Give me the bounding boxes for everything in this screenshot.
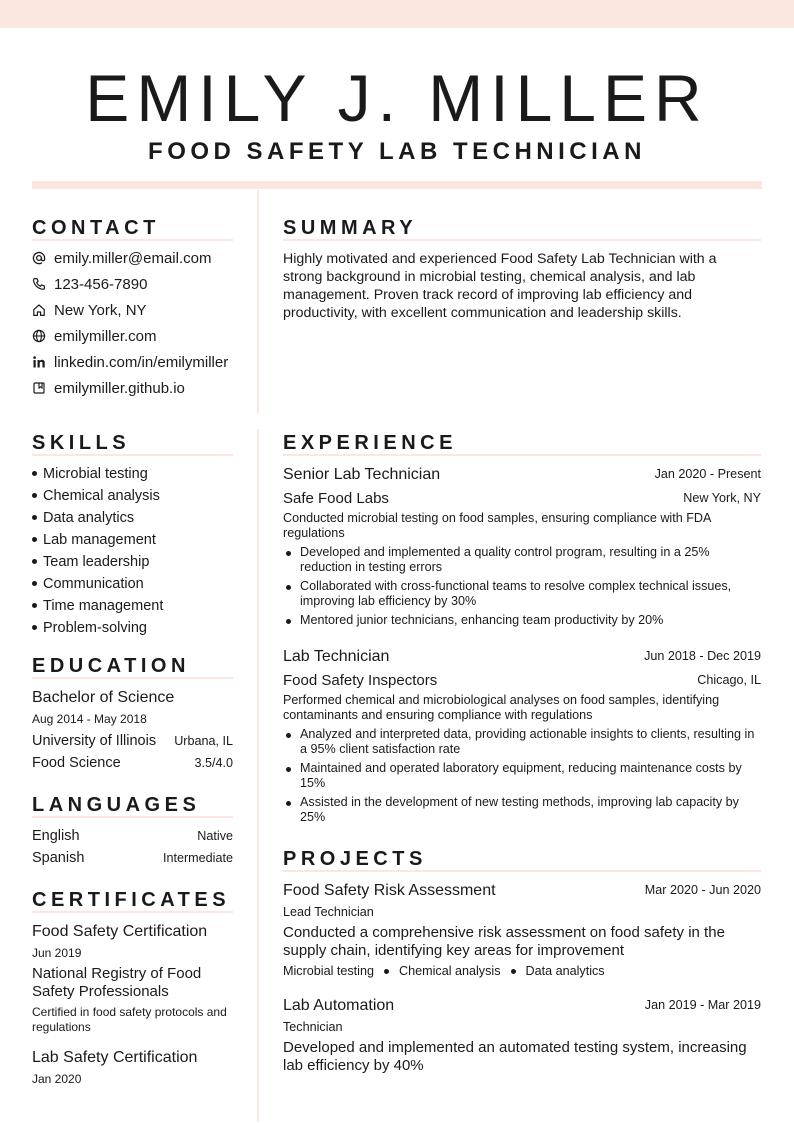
contact-location-text: New York, NY — [54, 301, 147, 319]
experience-rule — [283, 454, 761, 456]
project-description: Developed and implemented an automated testing system, increasing lab efficiency by 40% — [283, 1039, 747, 1074]
projects-rule — [283, 870, 761, 872]
certificate-name: National Registry of Food Safety Professionals — [32, 965, 202, 1000]
job-description: Performed chemical and microbiological analyses on food samples, identifying contaminants and ensuring compliance with regulations — [283, 693, 720, 722]
project-role: Lead Technician — [283, 905, 374, 919]
skill-item: Team leadership — [32, 553, 149, 571]
skill-item: Lab management — [32, 531, 156, 549]
contact-email-text: emily.miller@email.com — [54, 249, 212, 267]
skill-item: Problem-solving — [32, 619, 147, 637]
column-divider-bottom — [257, 429, 259, 1122]
certificate-name: Lab Safety Certification — [32, 1049, 198, 1066]
project-role: Technician — [283, 1020, 343, 1034]
job-bullet: Collaborated with cross-functional teams to resolve complex technical issues, improving lab efficiency by 30% — [283, 579, 761, 609]
project-tag: Microbial testing — [283, 964, 374, 978]
certificates-heading: CERTIFICATES — [32, 889, 231, 911]
top-accent-band — [0, 0, 794, 28]
job-company: Safe Food Labs — [283, 490, 389, 507]
languages-heading: LANGUAGES — [32, 794, 201, 816]
globe-icon — [32, 329, 46, 343]
project-tag: Data analytics — [525, 964, 605, 978]
certificates-rule — [32, 911, 233, 913]
project-description: Conducted a comprehensive risk assessment on food safety in the supply chain, identifying key areas for improvement — [283, 924, 725, 959]
skill-item: Microbial testing — [32, 465, 148, 483]
skill-item: Data analytics — [32, 509, 134, 527]
job-company: Food Safety Inspectors — [283, 672, 438, 689]
candidate-name: EMILY J. MILLER — [85, 61, 709, 135]
skills-heading: SKILLS — [32, 432, 131, 454]
languages-rule — [32, 816, 233, 818]
certificate-description: Certified in food safety protocols and regulations — [32, 1005, 227, 1034]
contact-website-text: emilymiller.com — [54, 327, 157, 345]
skill-item: Chemical analysis — [32, 487, 160, 505]
contact-linkedin[interactable] — [32, 352, 228, 372]
summary-text: Highly motivated and experienced Food Safety Lab Technician with a strong background in microbial testing, chemical analysis, and lab management. Proven track record of improving lab efficiency and productivity, with excellent communication and leadership skills. — [283, 251, 717, 321]
job-bullet: Assisted in the development of new testing methods, improving lab capacity by 25% — [283, 795, 761, 825]
column-divider-top — [257, 190, 259, 413]
project-name: Lab Automation — [283, 997, 395, 1014]
experience-heading: EXPERIENCE — [283, 432, 457, 454]
contact-location — [32, 300, 147, 320]
project-name: Food Safety Risk Assessment — [283, 882, 496, 899]
language-level: Native — [197, 829, 233, 843]
candidate-title: FOOD SAFETY LAB TECHNICIAN — [148, 138, 646, 165]
summary-heading: SUMMARY — [283, 217, 418, 239]
home-icon — [32, 303, 46, 317]
contact-heading: CONTACT — [32, 217, 160, 239]
job-location: New York, NY — [683, 491, 761, 505]
job-location: Chicago, IL — [697, 673, 761, 687]
education-heading: EDUCATION — [32, 655, 190, 677]
summary-rule — [283, 239, 761, 241]
job-bullet: Developed and implemented a quality control program, resulting in a 25% reduction in testing errors — [283, 545, 761, 575]
projects-heading: PROJECTS — [283, 848, 427, 870]
education-degree: Bachelor of Science — [32, 689, 175, 706]
project-tags — [283, 964, 605, 979]
contact-linkedin-text: linkedin.com/in/emilymiller — [54, 353, 229, 371]
contact-phone-text: 123-456-7890 — [54, 275, 148, 293]
contact-rule — [32, 239, 233, 241]
phone-icon — [32, 277, 46, 291]
project-tag: Chemical analysis — [399, 964, 501, 978]
skills-rule — [32, 454, 233, 456]
job-bullet: Analyzed and interpreted data, providing actionable insights to clients, resulting in a 95% client satisfaction rate — [283, 727, 761, 757]
skill-item: Time management — [32, 597, 163, 615]
project-dates: Mar 2020 - Jun 2020 — [644, 883, 761, 897]
education-field: Food Science — [32, 755, 121, 771]
skill-item: Communication — [32, 575, 144, 593]
education-rule — [32, 677, 233, 679]
language-level: Intermediate — [162, 851, 233, 865]
header-divider — [32, 181, 762, 189]
at-icon — [32, 251, 46, 265]
job-description: Conducted microbial testing on food samples, ensuring compliance with FDA regulations — [283, 511, 711, 540]
job-bullet: Maintained and operated laboratory equipment, reducing maintenance costs by 15% — [283, 761, 761, 791]
certificate-date: Jun 2019 — [32, 946, 82, 960]
education-gpa: 3.5/4.0 — [194, 756, 233, 770]
job-title: Senior Lab Technician — [283, 466, 441, 483]
certificate-name: Food Safety Certification — [32, 923, 208, 940]
contact-portfolio-text: emilymiller.github.io — [54, 379, 185, 397]
education-location: Urbana, IL — [174, 734, 233, 748]
education-school: University of Illinois — [32, 733, 157, 749]
contact-website[interactable] — [32, 326, 157, 346]
certificate-date: Jan 2020 — [32, 1072, 82, 1086]
job-dates: Jun 2018 - Dec 2019 — [644, 649, 761, 663]
contact-email[interactable] — [32, 248, 211, 268]
job-dates: Jan 2020 - Present — [654, 467, 761, 481]
education-dates: Aug 2014 - May 2018 — [32, 712, 147, 726]
contact-portfolio[interactable] — [32, 378, 185, 398]
portfolio-icon — [32, 381, 46, 395]
language-name: Spanish — [32, 850, 85, 866]
job-bullet: Mentored junior technicians, enhancing team productivity by 20% — [283, 613, 761, 628]
project-dates: Jan 2019 - Mar 2019 — [644, 998, 761, 1012]
contact-phone[interactable] — [32, 274, 147, 294]
linkedin-icon — [32, 355, 46, 369]
language-name: English — [32, 828, 80, 844]
job-title: Lab Technician — [283, 648, 390, 665]
